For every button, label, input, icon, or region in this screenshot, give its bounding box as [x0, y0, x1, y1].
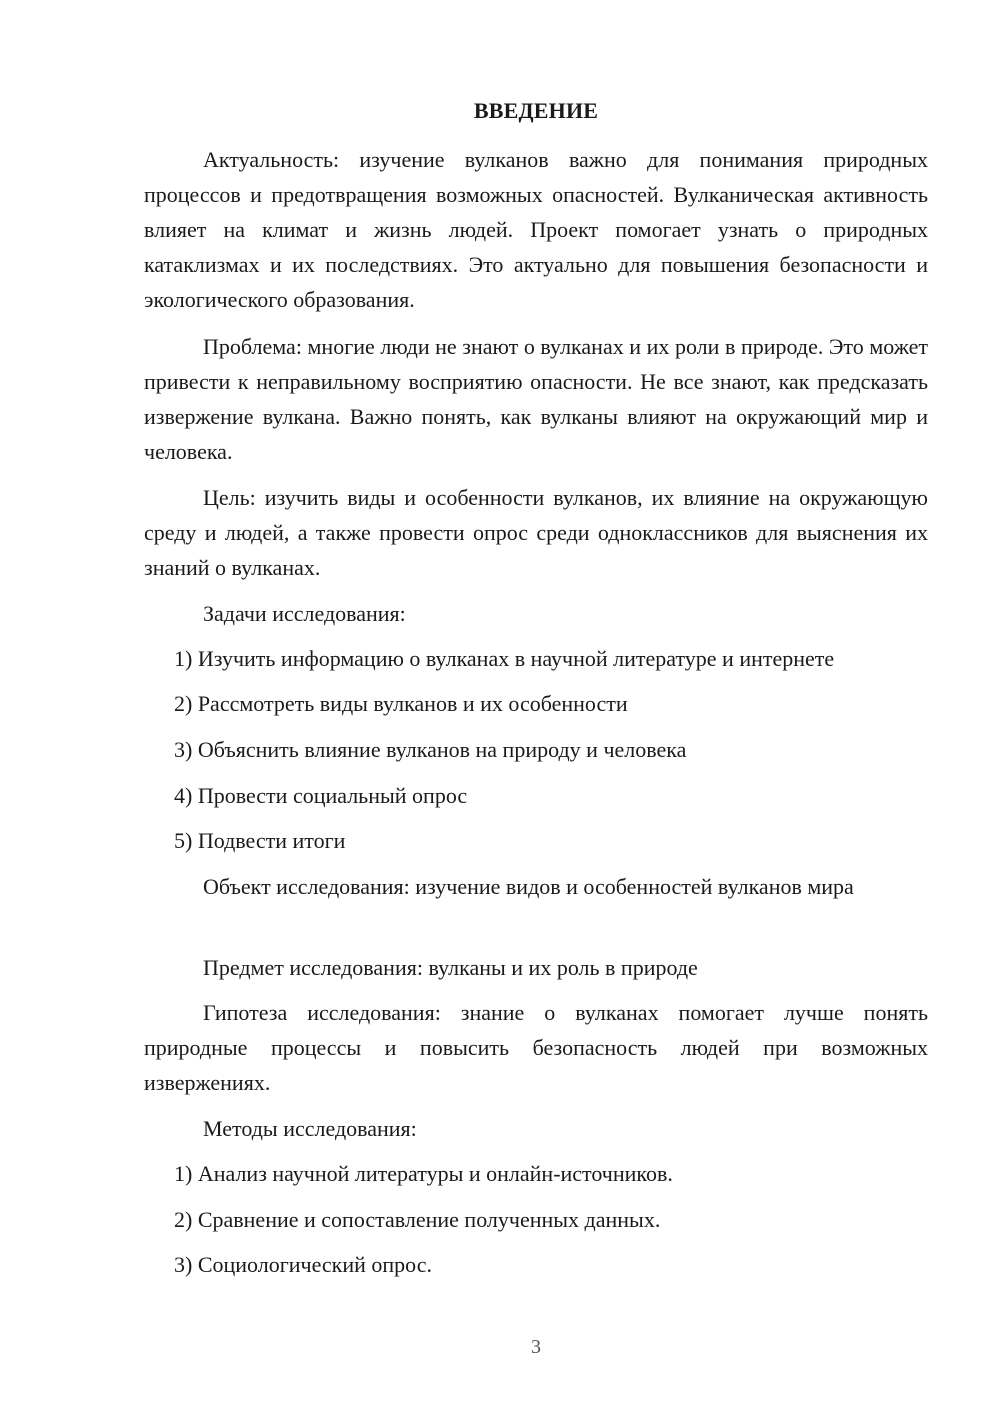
task-item: 4) Провести социальный опрос	[174, 783, 468, 808]
task-item: 1) Изучить информацию о вулканах в научной литературе и интернете	[174, 646, 835, 671]
object-paragraph: Объект исследования: изучение видов и особенностей вулканов мира	[203, 874, 854, 899]
methods-title: Методы исследования:	[203, 1116, 417, 1141]
hypothesis-paragraph: Гипотеза исследования: знание о вулканах помогает лучше понять природные процессы и повысить безопасность людей при возможных извержениях.	[144, 1000, 928, 1095]
method-item: 2) Сравнение и сопоставление полученных данных.	[174, 1207, 661, 1232]
task-item: 5) Подвести итоги	[174, 828, 346, 853]
subject-paragraph: Предмет исследования: вулканы и их роль в природе	[203, 955, 698, 980]
page-number: 3	[531, 1336, 541, 1358]
task-item: 3) Объяснить влияние вулканов на природу и человека	[174, 737, 687, 762]
page-heading: ВВЕДЕНИЕ	[473, 98, 599, 123]
task-item: 2) Рассмотреть виды вулканов и их особенности	[174, 691, 628, 716]
tasks-title: Задачи исследования:	[203, 601, 406, 626]
goal-paragraph: Цель: изучить виды и особенности вулканов, их влияние на окружающую среду и людей, а также провести опрос среди одноклассников для выяснения их знаний о вулканах.	[144, 485, 928, 580]
method-item: 1) Анализ научной литературы и онлайн-источников.	[174, 1161, 673, 1186]
relevance-paragraph: Актуальность: изучение вулканов важно для понимания природных процессов и предотвращения возможных опасностей. Вулканическая активность влияет на климат и жизнь людей. Проект помогает узнать о природных катаклизмах и их последствиях. Это актуально для повышения безопасности и экологического образования.	[144, 147, 928, 312]
method-item: 3) Социологический опрос.	[174, 1252, 432, 1277]
problem-paragraph: Проблема: многие люди не знают о вулканах и их роли в природе. Это может привести к неправильному восприятию опасности. Не все знают, как предсказать извержение вулкана. Важно понять, как вулканы влияют на окружающий мир и человека.	[144, 334, 928, 464]
